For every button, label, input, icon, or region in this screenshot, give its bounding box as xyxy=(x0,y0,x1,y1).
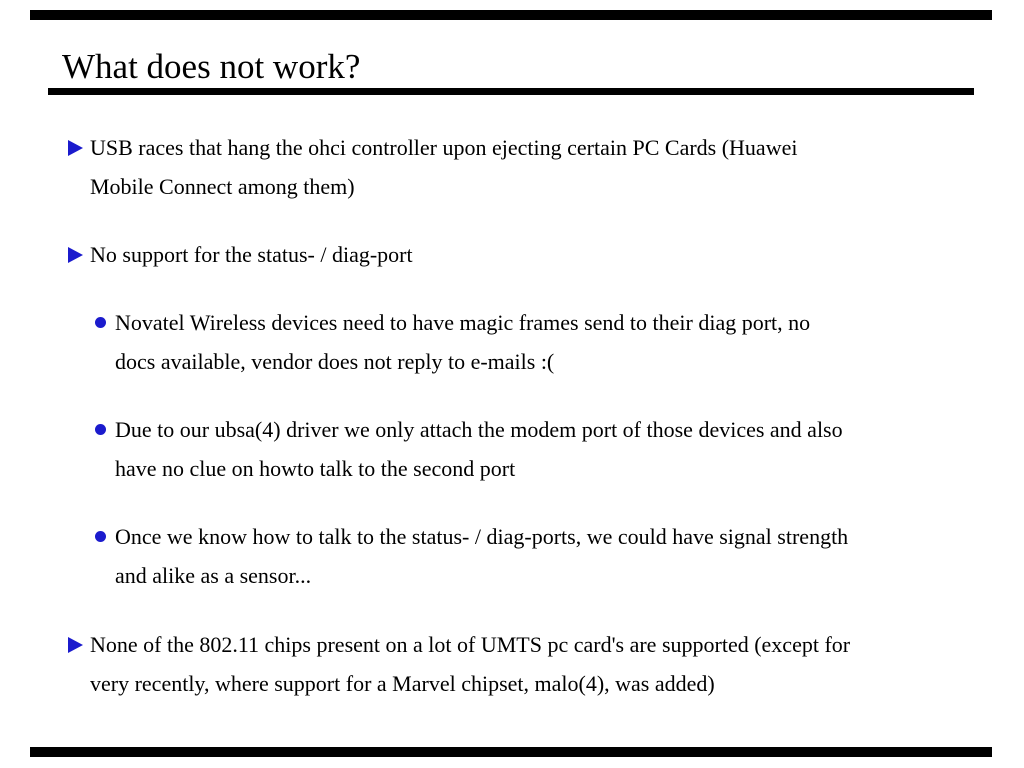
bullet-text-line: None of the 802.11 chips present on a lot of UMTS pc card's are supported (except for xyxy=(90,632,851,657)
sub-bullet-item-novatel xyxy=(115,303,995,381)
bullet-item-80211-chips xyxy=(90,625,990,703)
bullet-text-line: very recently, where support for a Marvel chipset, malo(4), was added) xyxy=(90,671,715,696)
bullet-text-line: USB races that hang the ohci controller upon ejecting certain PC Cards (Huawei xyxy=(90,135,798,160)
bullet-item-usb-races xyxy=(90,128,990,206)
circle-bullet-icon xyxy=(95,531,106,542)
circle-bullet-icon xyxy=(95,424,106,435)
bullet-text-line: and alike as a sensor... xyxy=(115,563,312,588)
title-underline-rule xyxy=(48,88,974,95)
bottom-border-bar xyxy=(30,747,992,757)
bullet-item-no-status-port-support xyxy=(90,235,990,274)
triangle-bullet-icon xyxy=(68,637,83,653)
bullet-text-line: Once we know how to talk to the status- / diag-ports, we could have signal strength xyxy=(115,524,849,549)
bullet-text-line: Due to our ubsa(4) driver we only attach the modem port of those devices and also xyxy=(115,417,843,442)
triangle-bullet-icon xyxy=(68,247,83,263)
top-border-bar xyxy=(30,10,992,20)
circle-bullet-icon xyxy=(95,317,106,328)
bullet-text-line: No support for the status- / diag-port xyxy=(90,242,413,267)
bullet-text-line: docs available, vendor does not reply to e-mails :( xyxy=(115,349,555,374)
sub-bullet-item-signal-strength xyxy=(115,517,995,595)
bullet-text-line: Mobile Connect among them) xyxy=(90,174,355,199)
page-title: What does not work? xyxy=(62,47,361,86)
triangle-bullet-icon xyxy=(68,140,83,156)
bullet-text-line: Novatel Wireless devices need to have magic frames send to their diag port, no xyxy=(115,310,811,335)
bullet-text-line: have no clue on howto talk to the second port xyxy=(115,456,516,481)
sub-bullet-item-ubsa-driver xyxy=(115,410,995,488)
